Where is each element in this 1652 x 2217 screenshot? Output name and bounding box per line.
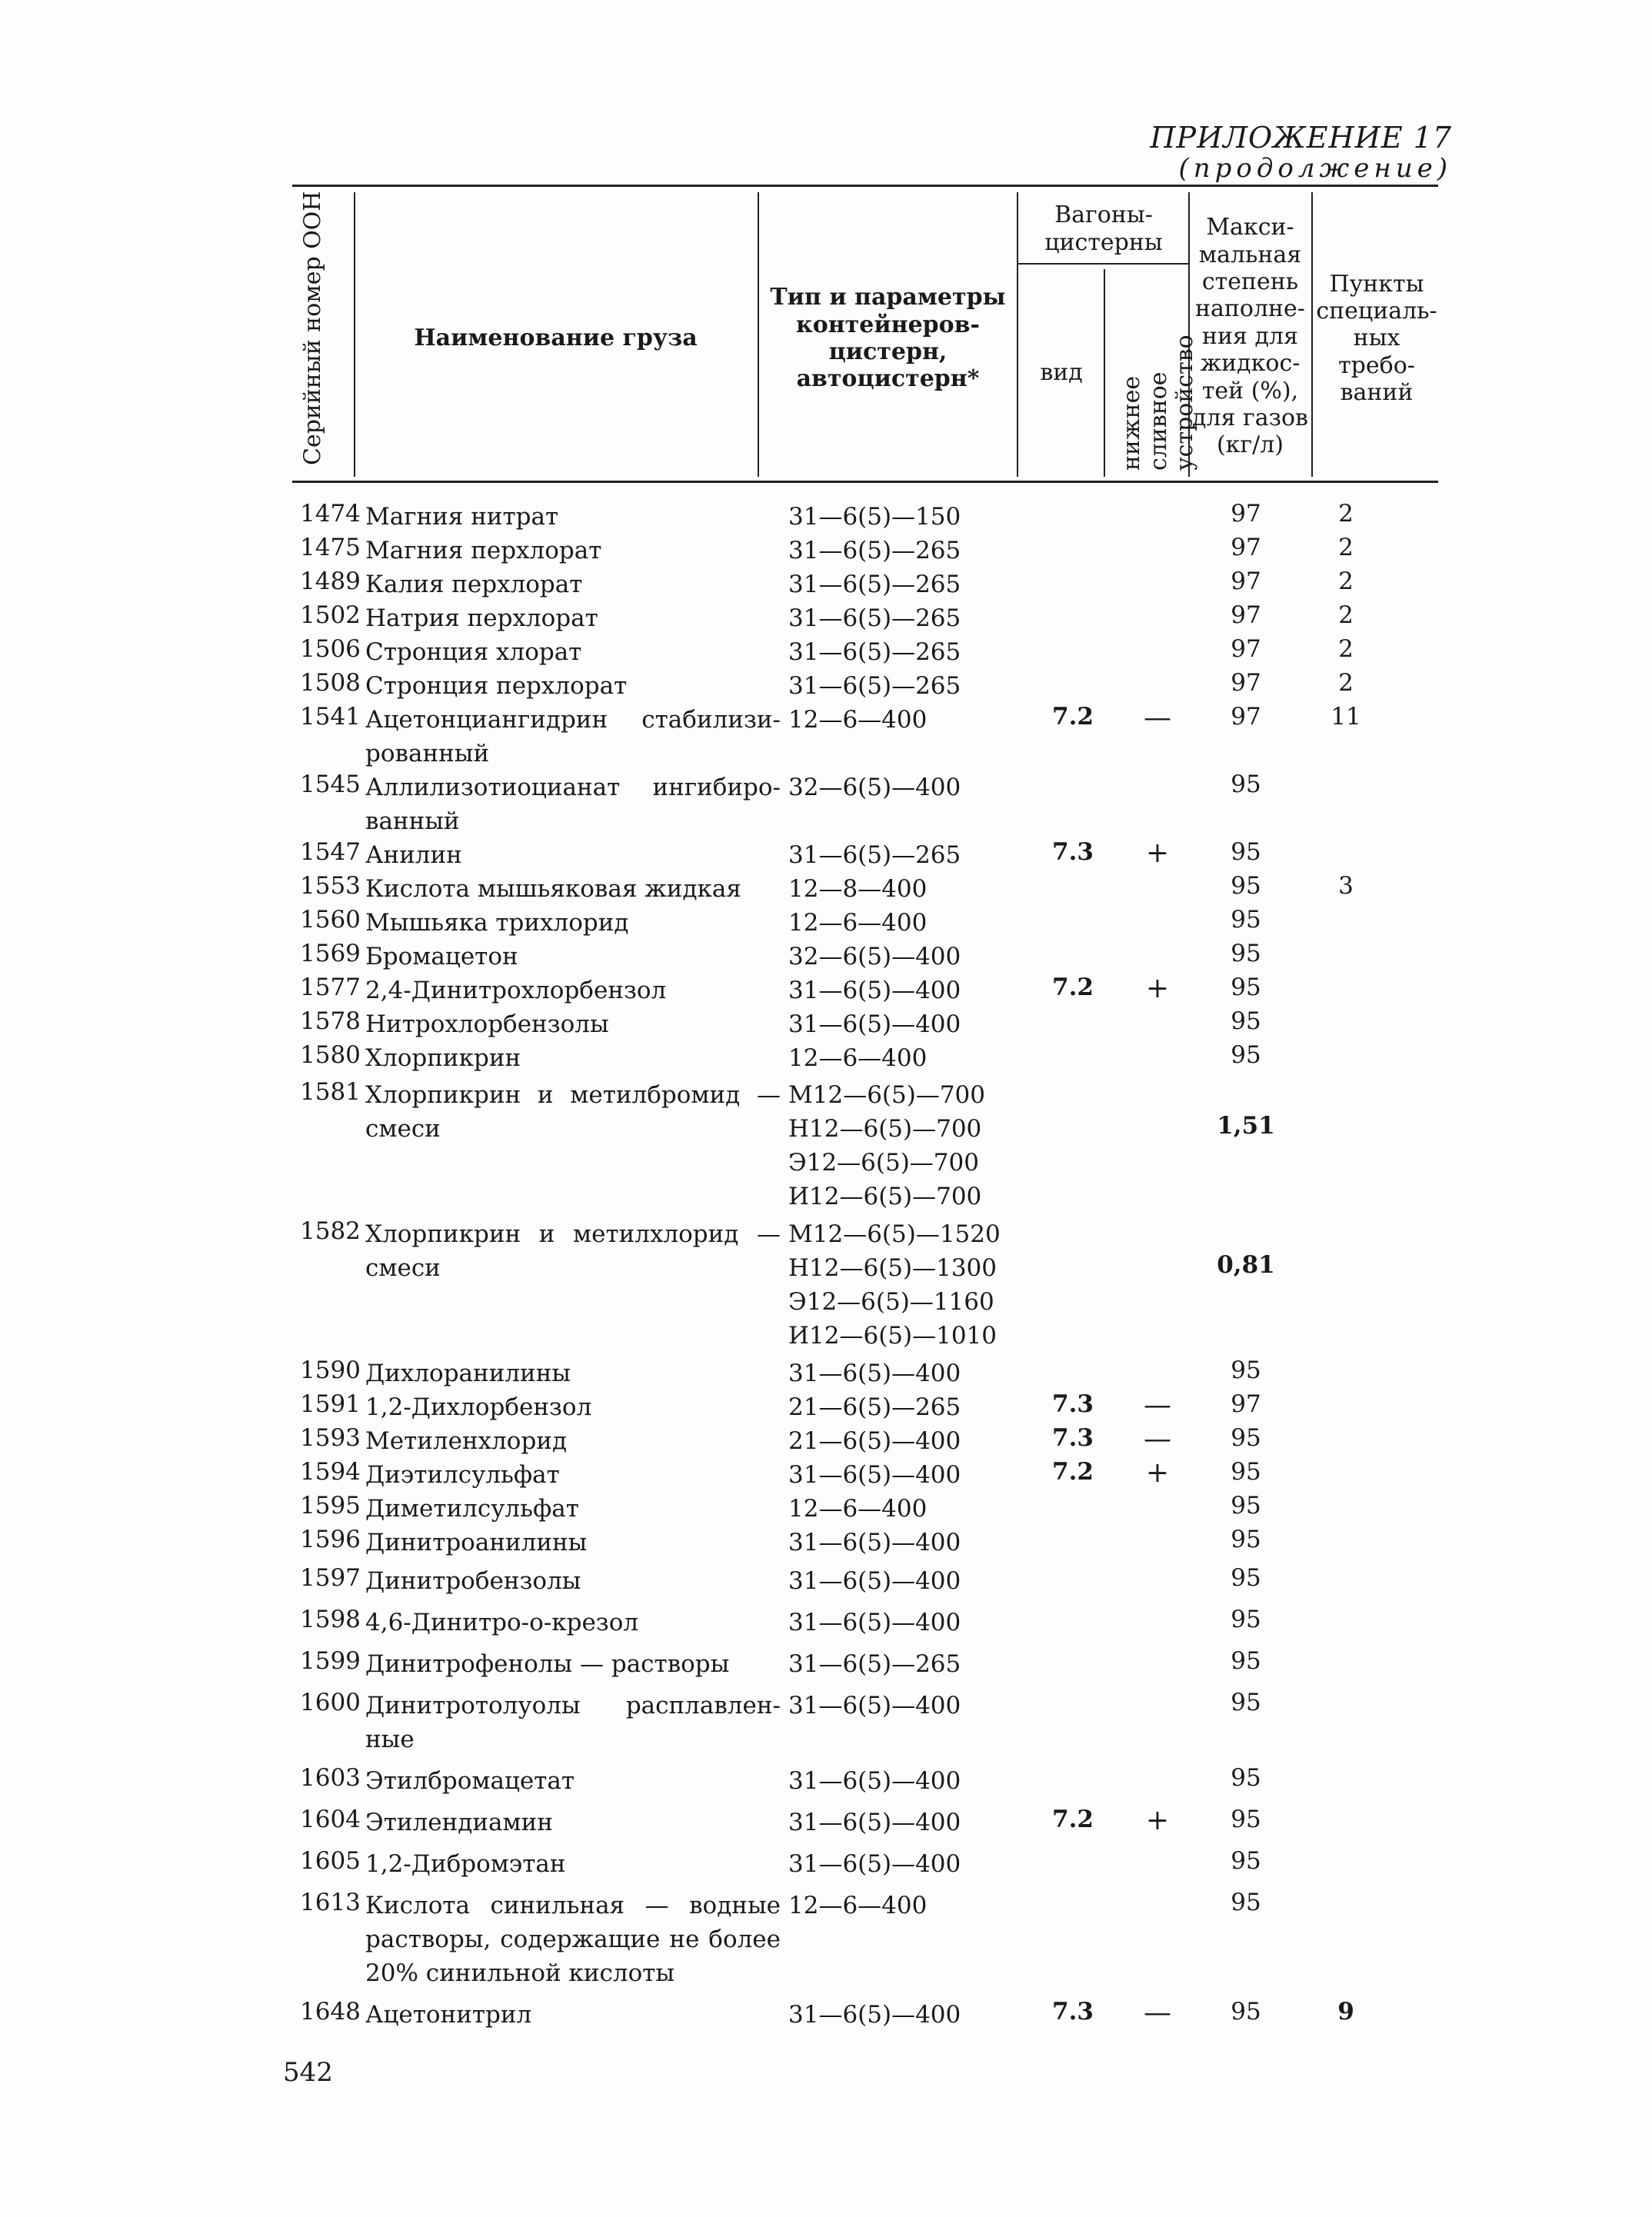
max-fill: 95 [1231, 940, 1261, 967]
container-type: 31—6(5)—400 [788, 1529, 961, 1556]
container-type: 31—6(5)—400 [788, 977, 961, 1004]
cargo-name: Диметилсульфат [365, 1495, 579, 1523]
header-serial: Серийный номер ООН [299, 191, 326, 465]
container-type: 31—6(5)—400 [788, 1010, 961, 1038]
max-fill: 95 [1231, 1647, 1261, 1675]
lower-drain: + [1145, 837, 1170, 869]
container-type: 12—8—400 [788, 875, 928, 903]
max-fill: 97 [1231, 669, 1261, 697]
special-points: 3 [1338, 872, 1354, 900]
header-type: Тип и параметры контейнеров-цистерн, автоцистерн* [770, 284, 1006, 393]
serial-number: 1590 [300, 1356, 361, 1384]
cargo-name: Динитробензолы [365, 1567, 581, 1595]
cargo-name: Анилин [365, 841, 462, 869]
serial-number: 1582 [300, 1217, 361, 1245]
cargo-name: Натрия перхлорат [365, 604, 598, 632]
max-fill: 95 [1231, 1492, 1261, 1520]
max-fill: 97 [1231, 568, 1261, 595]
serial-number: 1580 [300, 1041, 361, 1069]
container-type: 31—6(5)—400 [788, 1692, 961, 1719]
max-fill: 95 [1231, 771, 1261, 798]
cargo-name: Аллилизотиоцианат ингибиро-ванный [365, 774, 781, 835]
serial-number: 1578 [300, 1007, 361, 1035]
cargo-name: Стронция хлорат [365, 638, 582, 666]
container-type: 31—6(5)—265 [788, 537, 961, 564]
cargo-name: 2,4-Динитрохлорбензол [365, 977, 667, 1004]
wagon-type: 7.3 [1052, 1390, 1094, 1418]
lower-drain: + [1145, 973, 1170, 1004]
serial-number: 1547 [300, 838, 361, 866]
wagon-type: 7.2 [1052, 1458, 1094, 1486]
container-type: 31—6(5)—400 [788, 1567, 961, 1595]
max-fill: 95 [1231, 1564, 1261, 1592]
max-fill: 95 [1231, 1764, 1261, 1792]
container-type: 32—6(5)—400 [788, 943, 961, 970]
special-points: 2 [1338, 534, 1354, 561]
container-type: 31—6(5)—400 [788, 1461, 961, 1489]
serial-number: 1541 [300, 703, 361, 731]
cargo-name: 1,2-Дихлорбензол [365, 1393, 592, 1421]
special-points: 2 [1338, 669, 1354, 697]
lower-drain: — [1144, 1997, 1171, 2029]
cargo-name: Магния перхлорат [365, 537, 602, 564]
cargo-name: Калия перхлорат [365, 571, 583, 598]
cargo-name: Дихлоранилины [365, 1360, 571, 1387]
wagon-type: 7.3 [1052, 1998, 1094, 2026]
serial-number: 1489 [300, 568, 361, 595]
serial-number: 1508 [300, 669, 361, 697]
serial-number: 1605 [300, 1847, 361, 1875]
container-type: 31—6(5)—265 [788, 571, 961, 598]
special-points: 2 [1338, 635, 1354, 663]
max-fill: 95 [1231, 1606, 1261, 1633]
header-wagons: Вагоны-цистерны [1044, 201, 1163, 256]
wagon-type: 7.2 [1052, 703, 1094, 731]
appendix-subtitle: (продолжение) [1178, 153, 1452, 184]
header-fill: Макси-мальная степень наполне-ния для жидкос-тей (%), для газов (кг/л) [1192, 214, 1308, 459]
table-rule-header-bottom [292, 481, 1438, 483]
cargo-name: Динитротолуолы расплавлен-ные [365, 1692, 781, 1753]
max-fill: 95 [1231, 1041, 1261, 1069]
max-fill: 95 [1231, 1689, 1261, 1716]
serial-number: 1569 [300, 940, 361, 967]
cargo-name: Этилендиамин [365, 1809, 553, 1836]
container-type: 31—6(5)—400 [788, 1360, 961, 1387]
cargo-name: Кислота синильная — водные растворы, содержащие не более 20% синильной кислоты [365, 1892, 781, 1987]
lower-drain: — [1144, 702, 1171, 734]
cargo-name: 1,2-Дибромэтан [365, 1850, 566, 1878]
container-type: 31—6(5)—400 [788, 1609, 961, 1636]
col-divider [1017, 192, 1018, 477]
cargo-name: Ацетонциангидрин стабилизи-рованный [365, 706, 781, 767]
special-points: 2 [1338, 500, 1354, 528]
serial-number: 1502 [300, 601, 361, 629]
serial-number: 1598 [300, 1606, 361, 1633]
serial-number: 1594 [300, 1458, 361, 1486]
col-divider [354, 192, 355, 477]
wagon-type: 7.3 [1052, 1424, 1094, 1452]
max-fill: 95 [1231, 872, 1261, 900]
serial-number: 1593 [300, 1424, 361, 1452]
appendix-header [1150, 121, 1452, 184]
max-fill: 97 [1231, 635, 1261, 663]
max-fill: 95 [1231, 1998, 1261, 2026]
table-rule-top [292, 185, 1438, 187]
special-points: 9 [1337, 1998, 1354, 2026]
container-type: 31—6(5)—400 [788, 1850, 961, 1878]
max-fill: 95 [1231, 1458, 1261, 1486]
serial-number: 1545 [300, 771, 361, 798]
lower-drain: + [1145, 1457, 1170, 1489]
container-type: 12—6—400 [788, 1892, 928, 1919]
container-type: 31—6(5)—400 [788, 1809, 961, 1836]
container-type: 31—6(5)—265 [788, 1650, 961, 1678]
lower-drain: + [1145, 1805, 1170, 1836]
cargo-name: Нитрохлорбензолы [365, 1010, 609, 1038]
container-type: 12—6—400 [788, 1495, 928, 1523]
wagon-type: 7.2 [1052, 974, 1094, 1001]
lower-drain: — [1144, 1423, 1171, 1455]
appendix-title: ПРИЛОЖЕНИЕ 17 [1150, 121, 1452, 155]
container-type: 31—6(5)—265 [788, 638, 961, 666]
serial-number: 1475 [300, 534, 361, 561]
max-fill: 95 [1231, 1007, 1261, 1035]
container-type: 31—6(5)—400 [788, 1767, 961, 1795]
cargo-name: Мышьяка трихлорид [365, 909, 629, 937]
max-fill: 97 [1231, 601, 1261, 629]
container-type: 21—6(5)—400 [788, 1427, 961, 1455]
max-fill: 95 [1231, 1847, 1261, 1875]
cargo-name: Хлорпикрин и метилбромид — смеси [365, 1081, 781, 1143]
max-fill: 95 [1231, 1526, 1261, 1553]
max-fill: 97 [1231, 534, 1261, 561]
special-points: 2 [1338, 568, 1354, 595]
container-type: М12—6(5)—1520 Н12—6(5)—1300 Э12—6(5)—1160 И12—6(5)—1010 [788, 1220, 1001, 1350]
max-fill: 95 [1231, 838, 1261, 866]
col-divider [1104, 269, 1105, 477]
serial-number: 1591 [300, 1390, 361, 1418]
cargo-name: Метиленхлорид [365, 1427, 568, 1455]
serial-number: 1613 [300, 1889, 361, 1916]
container-type: 31—6(5)—150 [788, 503, 961, 531]
cargo-name: Хлорпикрин [365, 1044, 521, 1072]
cargo-name: Динитрофенолы — растворы [365, 1650, 730, 1678]
max-fill: 97 [1231, 1390, 1261, 1418]
cargo-name: Кислота мышьяковая жидкая [365, 875, 741, 903]
header-points: Пункты специаль-ных требо-ваний [1316, 270, 1437, 407]
max-fill: 95 [1231, 974, 1261, 1001]
container-type: 31—6(5)—265 [788, 672, 961, 700]
cargo-name: Бромацетон [365, 943, 518, 970]
container-type: 31—6(5)—400 [788, 2001, 961, 2029]
serial-number: 1600 [300, 1689, 361, 1716]
wagon-type: 7.3 [1052, 838, 1094, 866]
container-type: 31—6(5)—265 [788, 841, 961, 869]
cargo-name: Диэтилсульфат [365, 1461, 560, 1489]
cargo-name: Динитроанилины [365, 1529, 588, 1556]
header-vid: вид [1040, 359, 1083, 387]
cargo-name: Ацетонитрил [365, 2001, 532, 2029]
cargo-name: Магния нитрат [365, 503, 559, 531]
page-number: 542 [283, 2057, 333, 2088]
container-type: 12—6—400 [788, 706, 928, 734]
container-type: М12—6(5)—700 Н12—6(5)—700 Э12—6(5)—700 И12—6(5)—700 [788, 1081, 985, 1210]
max-fill: 95 [1231, 1889, 1261, 1916]
wagon-type: 7.2 [1052, 1806, 1094, 1833]
cargo-name: Хлорпикрин и метилхлорид — смеси [365, 1220, 781, 1282]
max-fill: 95 [1231, 906, 1261, 934]
col-divider [758, 192, 759, 477]
container-type: 32—6(5)—400 [788, 774, 961, 801]
special-points: 11 [1331, 703, 1361, 731]
cargo-name: Стронция перхлорат [365, 672, 628, 700]
max-fill: 95 [1231, 1356, 1261, 1384]
col-divider [1311, 192, 1313, 477]
lower-drain: — [1144, 1390, 1171, 1421]
serial-number: 1581 [300, 1078, 361, 1106]
max-fill: 0,81 [1217, 1251, 1275, 1279]
serial-number: 1595 [300, 1492, 361, 1520]
cargo-name: Этилбромацетат [365, 1767, 575, 1795]
container-type: 31—6(5)—265 [788, 604, 961, 632]
serial-number: 1474 [300, 500, 361, 528]
max-fill: 97 [1231, 500, 1261, 528]
cargo-name: 4,6-Динитро-о-крезол [365, 1609, 639, 1636]
serial-number: 1596 [300, 1526, 361, 1553]
container-type: 12—6—400 [788, 1044, 928, 1072]
container-type: 12—6—400 [788, 909, 928, 937]
serial-number: 1648 [300, 1998, 361, 2026]
max-fill: 1,51 [1217, 1112, 1275, 1140]
serial-number: 1597 [300, 1564, 361, 1592]
serial-number: 1603 [300, 1764, 361, 1792]
serial-number: 1599 [300, 1647, 361, 1675]
max-fill: 95 [1231, 1806, 1261, 1833]
header-name: Наименование груза [414, 325, 698, 352]
serial-number: 1560 [300, 906, 361, 934]
container-type: 21—6(5)—265 [788, 1393, 961, 1421]
serial-number: 1604 [300, 1806, 361, 1833]
max-fill: 97 [1231, 703, 1261, 731]
serial-number: 1577 [300, 974, 361, 1001]
header-lower: нижнее сливное устройство [1118, 335, 1198, 471]
max-fill: 95 [1231, 1424, 1261, 1452]
serial-number: 1506 [300, 635, 361, 663]
serial-number: 1553 [300, 872, 361, 900]
special-points: 2 [1338, 601, 1354, 629]
